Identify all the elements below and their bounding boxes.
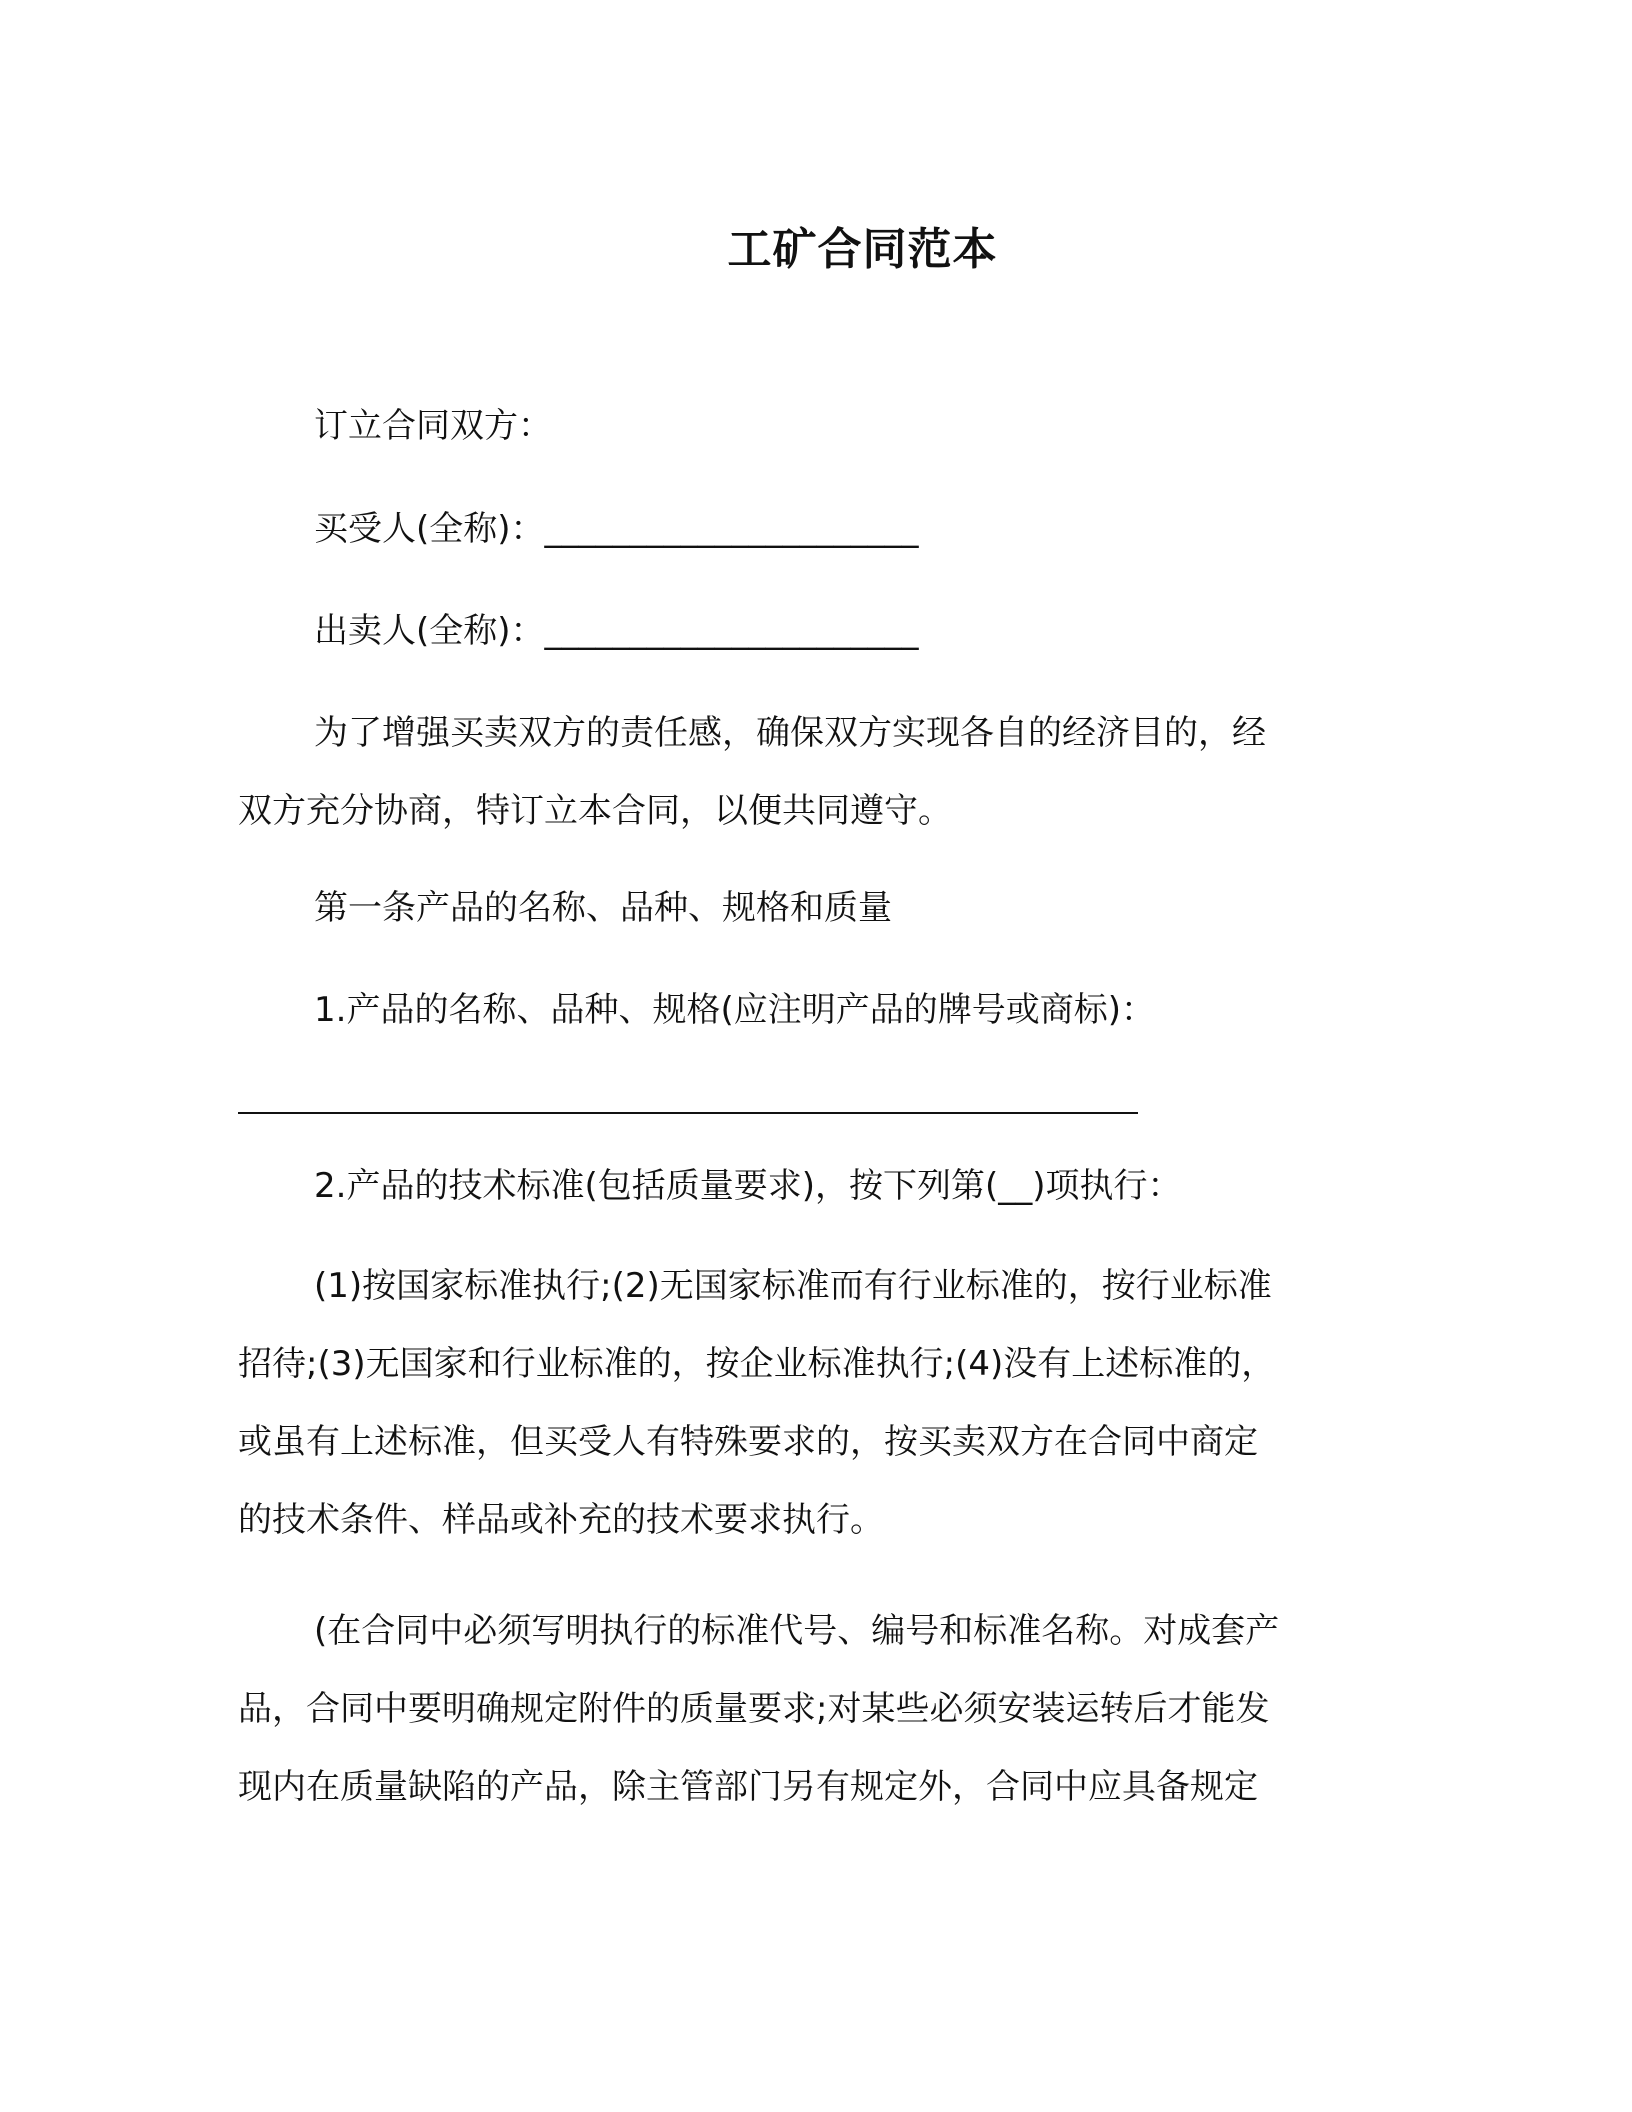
article-1-heading: 第一条产品的名称、品种、规格和质量: [314, 888, 892, 928]
standards-paragraph: [238, 1247, 1368, 1559]
standards-line-4: 的技术条件、样品或补充的技术要求执行。: [238, 1500, 884, 1540]
standards-line-1: (1)按国家标准执行;(2)无国家标准而有行业标准的，按行业标准: [314, 1266, 1272, 1306]
note-line-2: 品，合同中要明确规定附件的质量要求;对某些必须安装运转后才能发: [238, 1689, 1270, 1729]
intro-line-2: 双方充分协商，特订立本合同，以便共同遵守。: [238, 791, 952, 831]
buyer-field: 买受人(全称)：______________________: [314, 509, 919, 549]
document-title: 工矿合同范本: [727, 224, 998, 275]
intro-line-1: 为了增强买卖双方的责任感，确保双方实现各自的经济目的，经: [314, 713, 1266, 753]
item-2-text: 2.产品的技术标准(包括质量要求)，按下列第(__)项执行：: [314, 1166, 1182, 1206]
note-line-1: (在合同中必须写明执行的标准代号、编号和标准名称。对成套产: [314, 1611, 1280, 1651]
note-line-3: 现内在质量缺陷的产品，除主管部门另有规定外，合同中应具备规定: [238, 1767, 1258, 1807]
intro-paragraph: [238, 694, 1368, 850]
item-1-blank-line: [238, 1112, 1138, 1114]
note-paragraph: [238, 1592, 1368, 1826]
parties-heading: 订立合同双方：: [314, 406, 552, 446]
standards-line-2: 招待;(3)无国家和行业标准的，按企业标准执行;(4)没有上述标准的，: [238, 1344, 1276, 1384]
seller-field: 出卖人(全称)：______________________: [314, 611, 919, 651]
standards-line-3: 或虽有上述标准，但买受人有特殊要求的，按买卖双方在合同中商定: [238, 1422, 1258, 1462]
item-1-text: 1.产品的名称、品种、规格(应注明产品的牌号或商标)：: [314, 990, 1155, 1030]
